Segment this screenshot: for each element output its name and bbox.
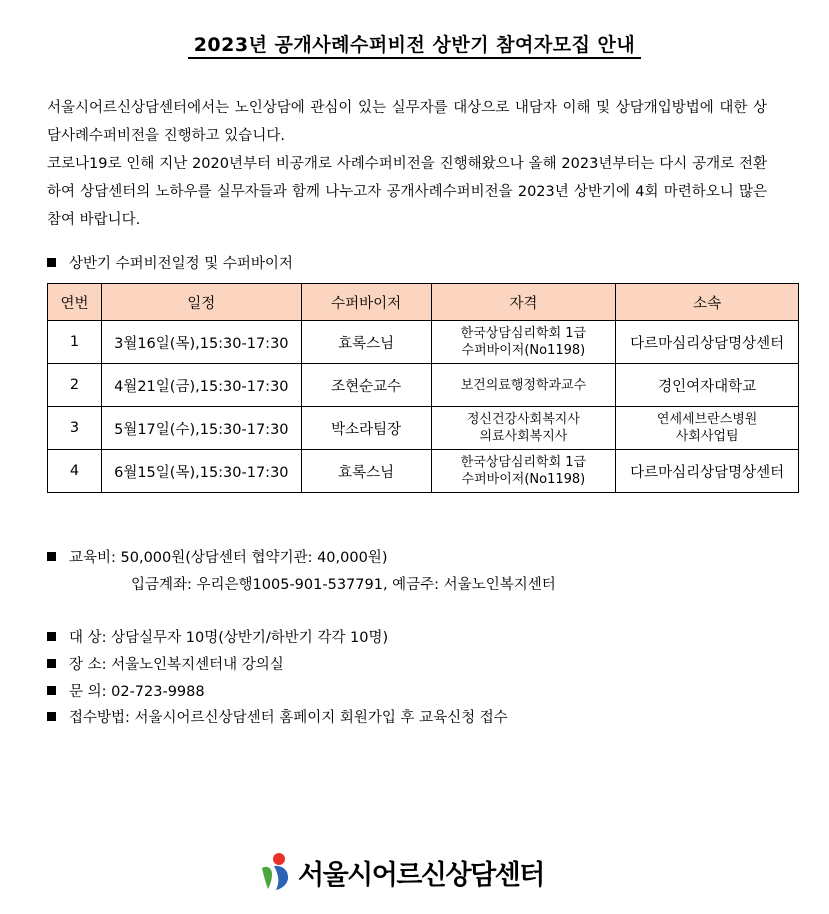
info-place-text: 장 소: 서울노인복지센터내 강의실 (69, 657, 284, 673)
intro-text (47, 94, 767, 234)
center-logo (258, 852, 544, 892)
cell-affiliation (616, 321, 799, 364)
cell-date: 6월15일(목),15:30-17:30 (101, 450, 301, 493)
header-no: 연번 (48, 284, 102, 321)
square-bullet-icon (47, 258, 56, 267)
cell-no: 2 (48, 364, 102, 407)
affiliation-line: 연세세브란스병원 (656, 412, 758, 427)
cell-affiliation (616, 364, 799, 407)
header-date: 일정 (101, 284, 301, 321)
info-apply-text: 접수방법: 서울시어르신상담센터 홈페이지 회원가입 후 교육신청 접수 (69, 710, 508, 726)
logo-text: 서울시어르신상담센터 (298, 859, 544, 891)
logo-emblem-icon (258, 852, 294, 892)
table-row (48, 321, 799, 364)
info-account-text: 입금계좌: 우리은행1005-901-537791, 예금주: 서울노인복지센터 (131, 577, 556, 593)
qualification-line: 한국상담심리학회 1급 (460, 455, 587, 470)
schedule-table (47, 283, 799, 493)
qualification-line: 정신건강사회복지사 (466, 412, 580, 427)
title-text: 2023년 공개사례수퍼비전 상반기 참여자모집 안내 (188, 34, 642, 59)
cell-qualification (431, 364, 616, 407)
square-bullet-icon (47, 712, 56, 721)
qualification-line: 한국상담심리학회 1급 (460, 326, 587, 341)
intro-paragraph-2: 코로나19로 인해 지난 2020년부터 비공개로 사례수퍼비전을 진행해왔으나 올해 2023년부터는 다시 공개로 전환하여 상담센터의 노하우를 실무자들과 함께 나누고자 공개사례수퍼비전을 2023년 상반기에 4회 마련하오니 많은 참여 바랍니다. (47, 156, 767, 228)
document-title (0, 30, 829, 57)
header-affiliation: 소속 (616, 284, 799, 321)
schedule-heading (47, 252, 293, 273)
info-contact (47, 680, 205, 701)
affiliation-line: 다르마심리상담명상센터 (630, 335, 785, 352)
qualification-line: 수퍼바이저(No1198) (461, 343, 586, 358)
info-target (47, 626, 388, 647)
affiliation-line: 다르마심리상담명상센터 (630, 464, 785, 481)
cell-qualification (431, 407, 616, 450)
qualification-line: 수퍼바이저(No1198) (461, 472, 586, 487)
square-bullet-icon (47, 659, 56, 668)
table-header-row (48, 284, 799, 321)
info-contact-text: 문 의: 02-723-9988 (69, 684, 205, 700)
info-apply (47, 706, 508, 727)
cell-no: 1 (48, 321, 102, 364)
schedule-heading-text: 상반기 수퍼비전일정 및 수퍼바이저 (69, 256, 293, 272)
table-row (48, 407, 799, 450)
affiliation-line: 경인여자대학교 (658, 378, 757, 395)
cell-supervisor: 조현순교수 (301, 364, 431, 407)
intro-paragraph-1: 서울시어르신상담센터에서는 노인상담에 관심이 있는 실무자를 대상으로 내담자 이해 및 상담개입방법에 대한 상담사례수퍼비전을 진행하고 있습니다. (47, 100, 767, 144)
cell-qualification (431, 450, 616, 493)
info-place (47, 653, 284, 674)
cell-supervisor: 효록스님 (301, 450, 431, 493)
cell-supervisor: 효록스님 (301, 321, 431, 364)
cell-affiliation (616, 450, 799, 493)
table-row (48, 364, 799, 407)
info-account (131, 573, 556, 594)
info-fee-text: 교육비: 50,000원(상담센터 협약기관: 40,000원) (69, 550, 388, 566)
square-bullet-icon (47, 686, 56, 695)
cell-supervisor: 박소라팀장 (301, 407, 431, 450)
square-bullet-icon (47, 632, 56, 641)
info-target-text: 대 상: 상담실무자 10명(상반기/하반기 각각 10명) (69, 630, 389, 646)
header-supervisor: 수퍼바이저 (301, 284, 431, 321)
cell-date: 5월17일(수),15:30-17:30 (101, 407, 301, 450)
square-bullet-icon (47, 552, 56, 561)
cell-no: 3 (48, 407, 102, 450)
cell-affiliation (616, 407, 799, 450)
qualification-line: 의료사회복지사 (479, 429, 568, 444)
cell-date: 3월16일(목),15:30-17:30 (101, 321, 301, 364)
header-qualification: 자격 (431, 284, 616, 321)
info-fee (47, 546, 387, 567)
affiliation-line: 사회사업팀 (675, 429, 739, 444)
cell-date: 4월21일(금),15:30-17:30 (101, 364, 301, 407)
cell-qualification (431, 321, 616, 364)
cell-no: 4 (48, 450, 102, 493)
qualification-line: 보건의료행정학과교수 (460, 377, 587, 393)
table-row (48, 450, 799, 493)
